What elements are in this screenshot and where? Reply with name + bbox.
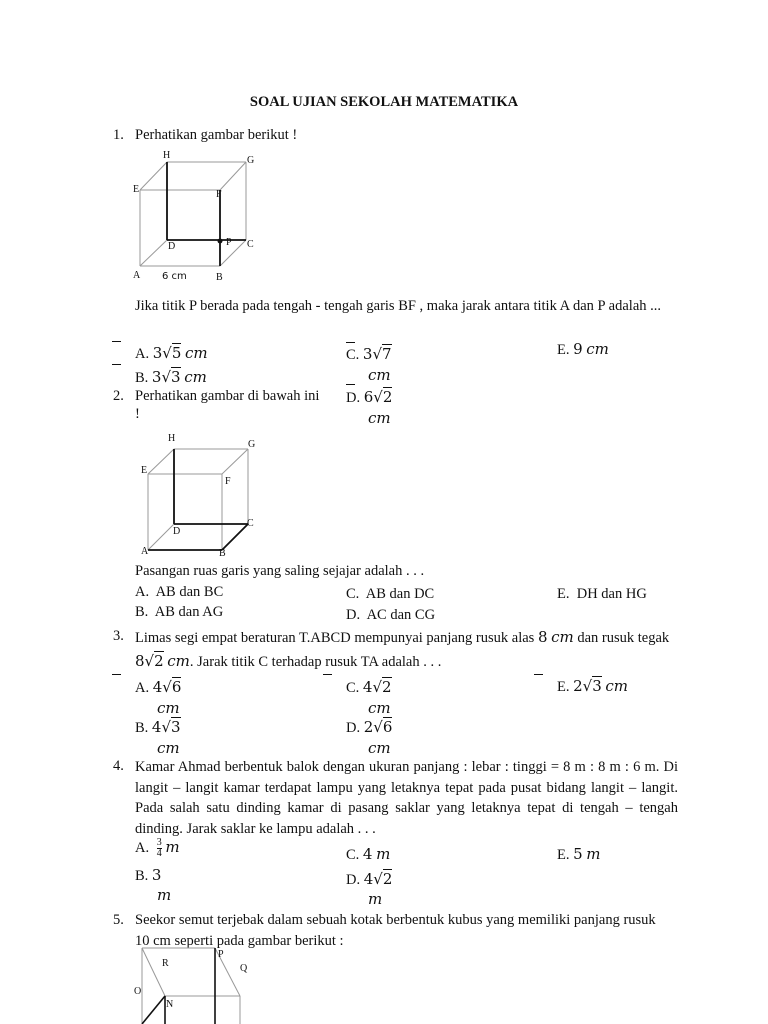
- question-prompt: Perhatikan gambar di bawah ini: [135, 388, 320, 404]
- answer-mark: [112, 341, 121, 342]
- option-d[interactable]: D. 6√2 cm: [346, 388, 393, 427]
- vertex-label: H: [163, 150, 171, 161]
- vertex-label: G: [248, 439, 256, 450]
- question-number: 3.: [113, 628, 124, 644]
- question-number: 1.: [113, 127, 124, 143]
- question-number: 2.: [113, 388, 124, 404]
- vertex-label: F: [216, 189, 222, 200]
- vertex-label: O: [134, 986, 142, 997]
- vertex-label: R: [162, 958, 169, 969]
- answer-mark: [534, 674, 543, 675]
- answer-mark: [323, 674, 332, 675]
- option-c[interactable]: C. AB dan DC: [346, 586, 435, 602]
- option-e[interactable]: E. 9 cm: [557, 340, 609, 358]
- option-e[interactable]: E. 5 m: [557, 845, 601, 863]
- question-text: Pasangan ruas garis yang saling sejajar adalah . . .: [135, 563, 425, 579]
- vertex-label: C: [247, 239, 254, 250]
- option-c[interactable]: C. 4√2 cm: [346, 678, 392, 717]
- option-a[interactable]: A. $\frac{3}{4}$ m: [135, 837, 180, 860]
- question-text: 10 cm seperti pada gambar berikut :: [135, 933, 344, 949]
- vertex-label: D: [168, 241, 176, 252]
- vertex-label: P: [226, 237, 232, 248]
- option-d[interactable]: D. 2√6 cm: [346, 718, 393, 757]
- cube-figure-5: [130, 940, 260, 1024]
- vertex-label: F: [225, 476, 231, 487]
- answer-mark: [346, 342, 355, 343]
- option-e[interactable]: E. 2√3 cm: [557, 677, 629, 695]
- option-c[interactable]: C. 4 m: [346, 845, 391, 863]
- question-text: Jika titik P berada pada tengah - tengah garis BF , maka jarak antara titik A dan P adalah ...: [135, 298, 662, 314]
- option-b[interactable]: B. 3√3 cm: [135, 368, 207, 386]
- vertex-label: A: [133, 270, 141, 281]
- option-d[interactable]: D. 4√2 m: [346, 870, 393, 908]
- option-a[interactable]: A. AB dan BC: [135, 584, 224, 600]
- vertex-label: E: [133, 184, 140, 195]
- answer-mark: [112, 364, 121, 365]
- question-text: Seekor semut terjebak dalam sebuah kotak berbentuk kubus yang memiliki panjang rusuk: [135, 912, 656, 928]
- question-number: 4.: [113, 758, 124, 774]
- option-a[interactable]: A. 4√6 cm: [135, 678, 182, 717]
- page-title: SOAL UJIAN SEKOLAH MATEMATIKA: [249, 94, 519, 110]
- edge-length-label: 6 cm: [162, 271, 187, 282]
- answer-mark: [346, 384, 355, 385]
- option-e[interactable]: E. DH dan HG: [557, 586, 647, 602]
- vertex-label: B: [216, 272, 223, 283]
- vertex-label: Q: [240, 963, 248, 974]
- question-number: 5.: [113, 912, 124, 928]
- option-d[interactable]: D. AC dan CG: [346, 607, 436, 623]
- vertex-label: B: [219, 548, 226, 559]
- vertex-label: H: [168, 433, 176, 444]
- cube-figure-2: [138, 430, 268, 560]
- question-text: 8√2 cm. Jarak titik C terhadap rusuk TA adalah . . .: [135, 652, 442, 670]
- question-text: Kamar Ahmad berbentuk balok dengan ukuran panjang : lebar : tinggi = 8 m : 8 m : 6 m. Di langit – langit kamar terdapat lampu yang letaknya tepat pada pusat bidang langit – langit. Pada salah satu dinding kamar di pasang saklar yang letaknya tepat di tengah – tengah dinding. Jarak saklar ke lampu adalah . . .: [135, 759, 678, 837]
- option-b[interactable]: B. AB dan AG: [135, 604, 224, 620]
- question-prompt: Perhatikan gambar berikut !: [135, 127, 298, 143]
- question-prompt: !: [135, 406, 140, 422]
- option-c[interactable]: C. 3√7 cm: [346, 345, 392, 384]
- vertex-label: C: [247, 518, 254, 529]
- option-a[interactable]: A. 3√5 cm: [135, 344, 208, 362]
- option-b[interactable]: B. 3 m: [135, 866, 172, 904]
- vertex-label: E: [141, 465, 148, 476]
- vertex-label: N: [166, 999, 174, 1010]
- vertex-label: A: [141, 546, 149, 557]
- vertex-label: P: [218, 949, 224, 960]
- option-b[interactable]: B. 4√3 cm: [135, 718, 181, 757]
- answer-mark: [112, 674, 121, 675]
- vertex-label: G: [247, 155, 255, 166]
- question-text: Limas segi empat beraturan T.ABCD mempunyai panjang rusuk alas 8 cm dan rusuk tegak: [135, 628, 670, 646]
- cube-figure-1: [130, 148, 270, 288]
- vertex-label: D: [173, 526, 181, 537]
